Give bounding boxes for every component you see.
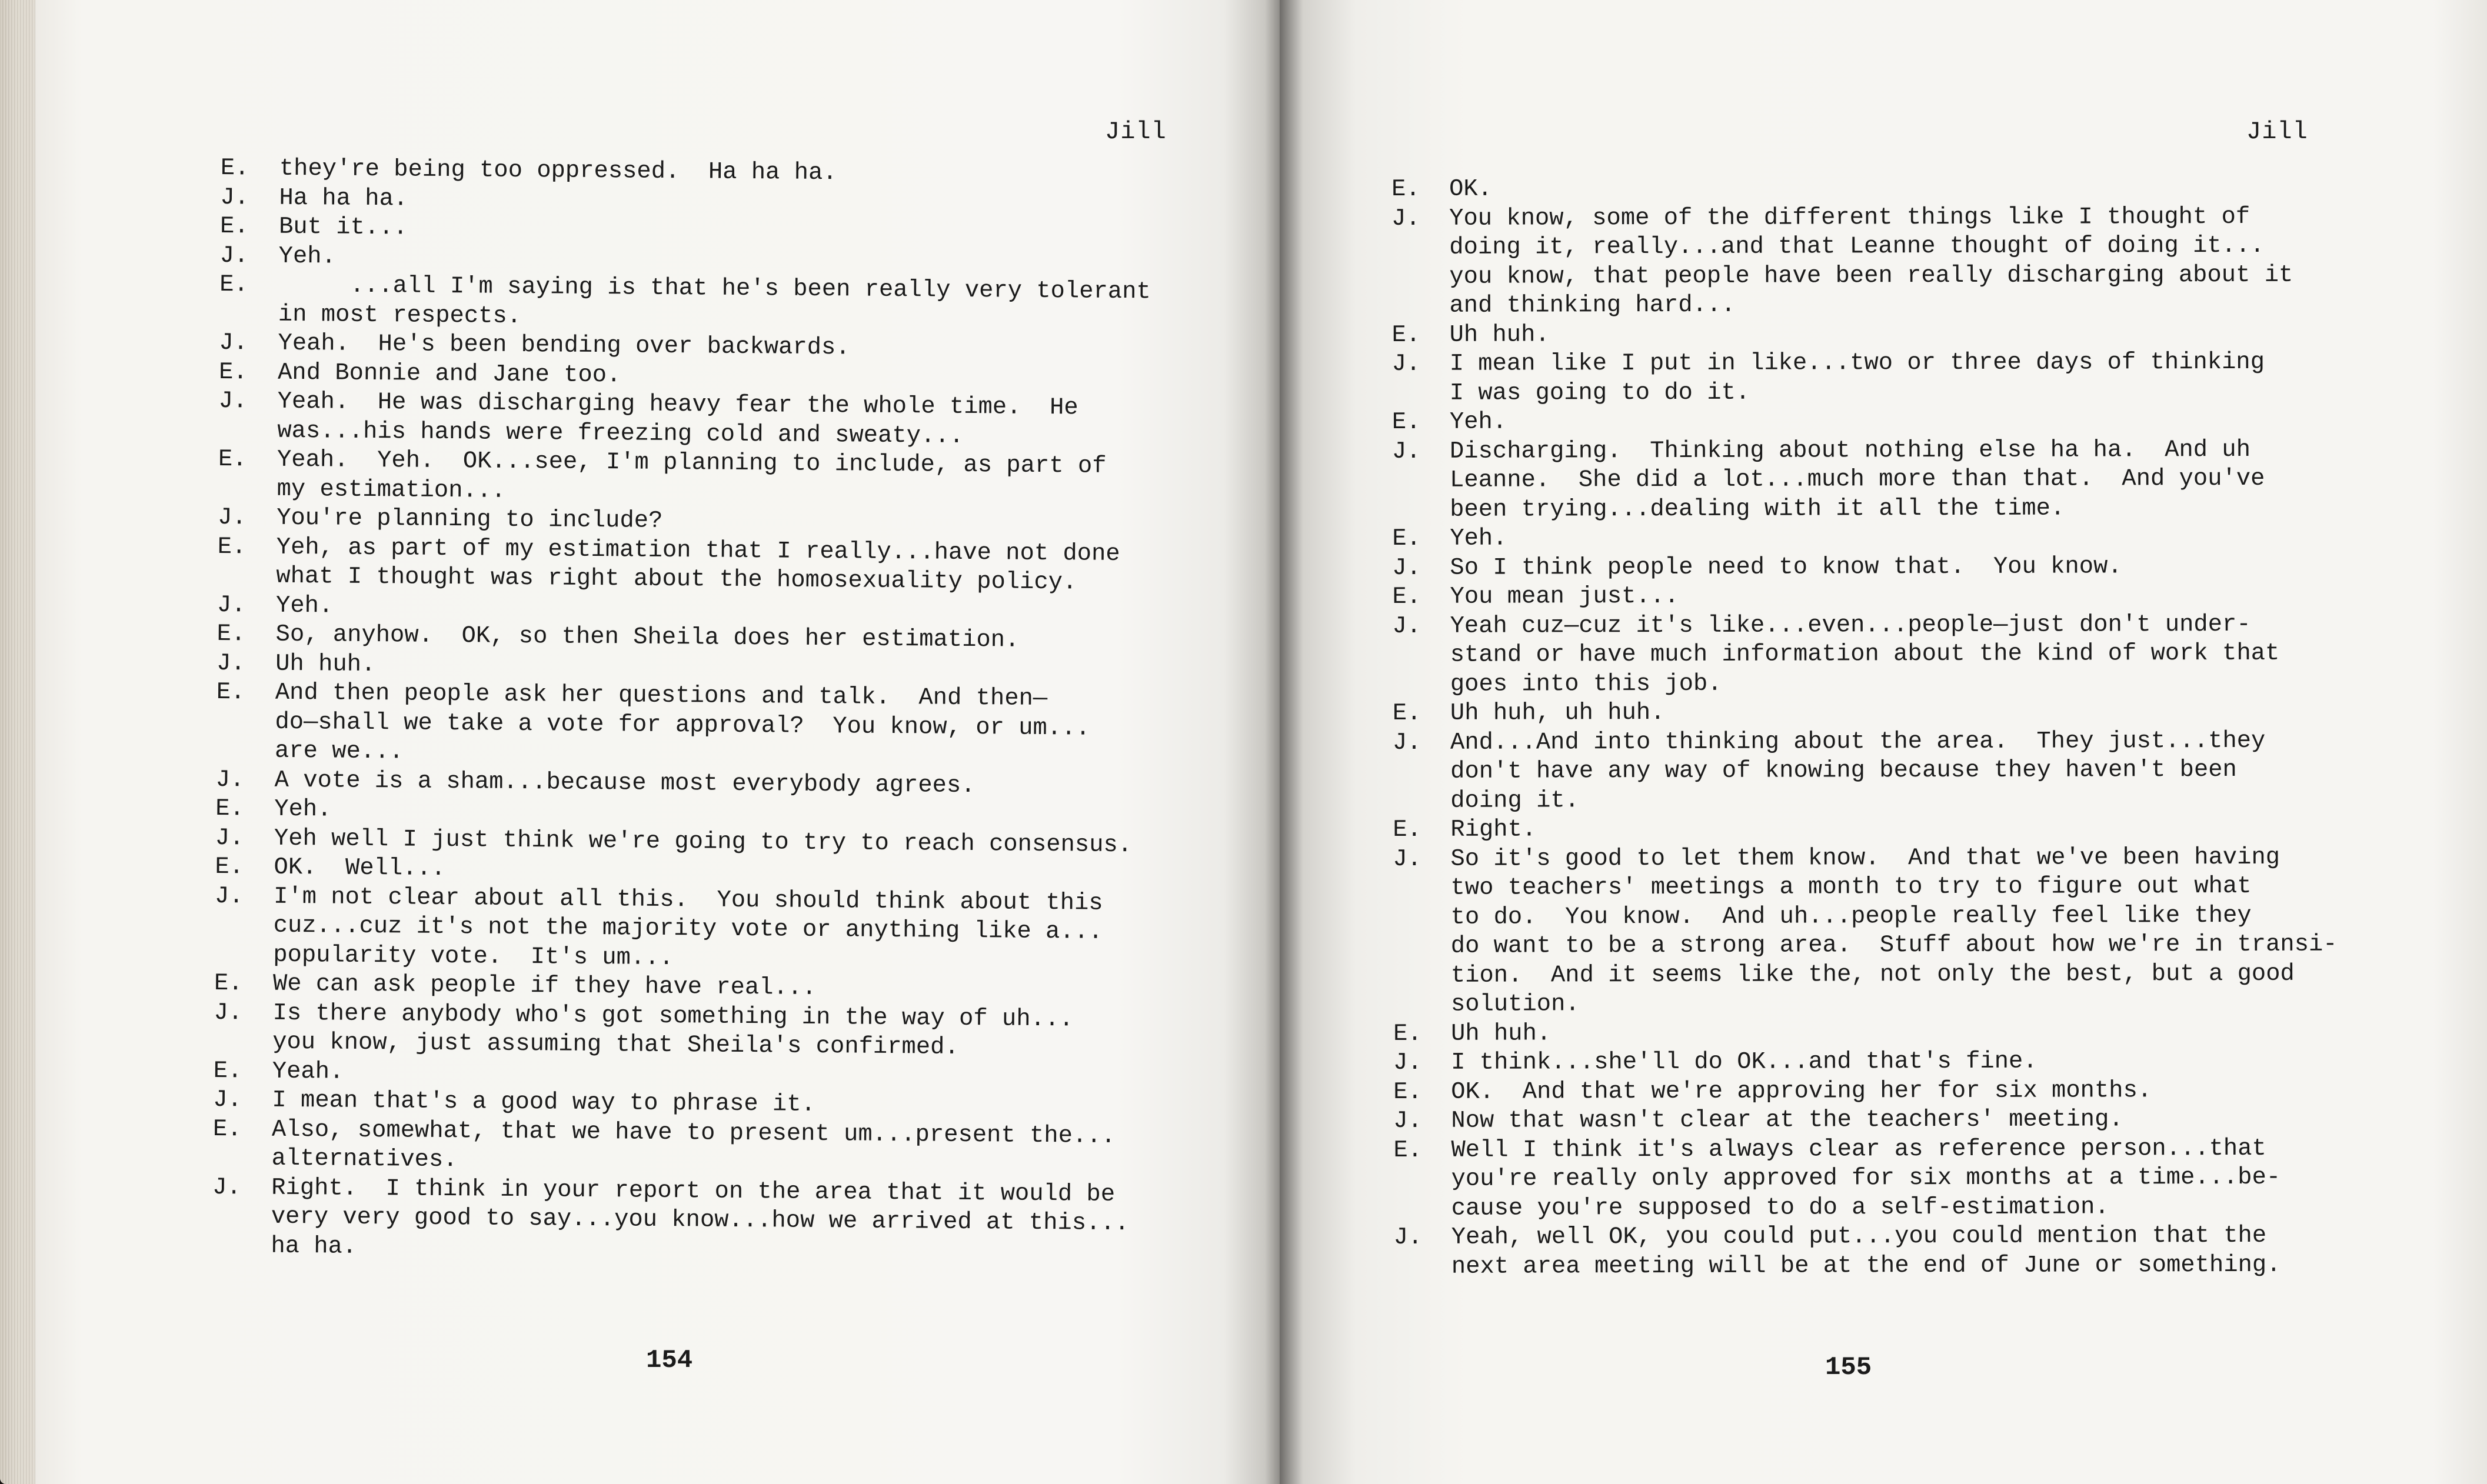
speaker-label: E.: [212, 1115, 242, 1143]
speaker-label: E.: [219, 271, 249, 299]
utterance-line: Yeah. He's been bending over backwards.: [278, 329, 850, 362]
utterance-line: tion. And it seems like the, not only the best, but a good: [1450, 960, 2295, 989]
utterance-line: Right. I think in your report on the area that it would be: [271, 1174, 1116, 1208]
utterance-line: Now that wasn't clear at the teachers' meeting.: [1451, 1106, 2123, 1135]
transcript-turn: [214, 882, 1103, 972]
utterance-line: Discharging. Thinking about nothing else ha ha. And uh: [1449, 436, 2251, 465]
speaker-label: J.: [1393, 845, 1422, 873]
utterance-text: [1450, 408, 1507, 438]
speaker-label: J.: [1393, 1107, 1423, 1135]
transcript-right: [1391, 175, 2338, 1282]
speaker-label: J.: [1391, 438, 1421, 465]
speaker-label: E.: [217, 533, 247, 561]
transcript-left: [212, 154, 1151, 1260]
speaker-label: E.: [215, 853, 244, 881]
utterance-line: was...his hands were freezing cold and sweaty...: [277, 417, 964, 450]
speaker-label: E.: [1393, 1078, 1422, 1106]
utterance-text: [1450, 699, 1665, 728]
speaker-label: J.: [217, 649, 245, 677]
utterance-line: alternatives.: [271, 1145, 458, 1174]
utterance-text: [272, 999, 1074, 1063]
utterance-text: [1450, 582, 1679, 612]
speaker-label: E.: [219, 212, 249, 241]
utterance-text: [1451, 1048, 2037, 1078]
utterance-line: So, anyhow. OK, so then Sheila does her estimation.: [275, 621, 1020, 654]
utterance-text: [1450, 525, 1507, 554]
utterance-line: what I thought was right about the homosexuality policy.: [276, 562, 1077, 596]
utterance-text: [273, 882, 1103, 976]
utterance-text: [276, 591, 334, 621]
utterance-line: Yeah, well OK, you could put...you could mention that the: [1451, 1222, 2267, 1251]
utterance-text: [272, 1086, 815, 1120]
utterance-line: Yeh.: [1449, 408, 1507, 436]
utterance-line: You're planning to include?: [276, 504, 663, 535]
utterance-line: I think...she'll do OK...and that's fine.: [1451, 1048, 2037, 1076]
utterance-line: You know, some of the different things like I thought of: [1449, 203, 2250, 232]
utterance-line: I was going to do it.: [1449, 379, 1750, 407]
speaker-label: E.: [1392, 525, 1421, 552]
utterance-line: So I think people need to know that. You know.: [1450, 552, 2122, 582]
utterance-line: Uh huh.: [1449, 321, 1550, 349]
running-head-right: Jill: [2246, 118, 2308, 146]
utterance-line: Is there anybody who's got something in the way of uh...: [272, 999, 1074, 1033]
utterance-line: do want to be a strong area. Stuff about how we're in transi-: [1450, 931, 2338, 960]
utterance-line: Leanne. She did a lot...much more than that. And you've: [1450, 465, 2265, 494]
utterance-text: [276, 533, 1120, 598]
utterance-line: I mean like I put in like...two or three days of thinking: [1449, 348, 2265, 378]
utterance-text: [279, 184, 408, 214]
utterance-text: [1450, 726, 2266, 815]
utterance-text: [275, 649, 376, 679]
running-head-left: Jill: [1105, 118, 1167, 146]
transcript-turn: [212, 1115, 1116, 1174]
speaker-label: J.: [1392, 612, 1421, 640]
utterance-text: [273, 970, 817, 1003]
utterance-line: Uh huh.: [275, 650, 376, 678]
speaker-label: J.: [1391, 205, 1420, 232]
speaker-label: J.: [1392, 554, 1421, 582]
speaker-label: E.: [1392, 583, 1421, 611]
transcript-turn: [218, 387, 1078, 450]
utterance-text: [278, 271, 1151, 336]
utterance-text: [275, 621, 1019, 655]
utterance-line: We can ask people if they have real...: [272, 970, 817, 1002]
utterance-line: Yeh, as part of my estimation that I really...have not done: [276, 533, 1120, 568]
utterance-text: [1451, 1222, 2281, 1282]
speaker-label: J.: [1393, 1223, 1423, 1251]
speaker-label: J.: [215, 766, 245, 793]
utterance-line: A vote is a sham...because most everybody agrees.: [274, 766, 976, 799]
utterance-line: Uh huh.: [1451, 1019, 1552, 1048]
utterance-text: [1450, 843, 2337, 1019]
utterance-text: [279, 155, 837, 188]
utterance-text: [274, 795, 332, 825]
speaker-label: E.: [1391, 175, 1420, 203]
utterance-line: cuz...cuz it's not the majority vote or anything like a...: [273, 912, 1103, 946]
utterance-line: Yeh.: [1450, 525, 1507, 552]
utterance-line: So it's good to let them know. And that we've been having: [1450, 843, 2280, 873]
speaker-label: E.: [213, 1057, 242, 1085]
utterance-line: they're being too oppressed. Ha ha ha.: [279, 155, 837, 187]
speaker-label: J.: [213, 1086, 242, 1114]
utterance-line: are we...: [274, 737, 404, 766]
utterance-line: goes into this job.: [1450, 670, 1722, 698]
utterance-line: Yeah. Yeh. OK...see, I'm planning to include, as part of: [277, 446, 1107, 480]
speaker-label: E.: [214, 969, 243, 998]
utterance-line: OK.: [1449, 175, 1493, 203]
utterance-line: I'm not clear about all this. You should think about this: [273, 883, 1103, 917]
utterance-line: And then people ask her questions and talk. And then—: [275, 679, 1048, 713]
utterance-line: Yeh.: [274, 795, 332, 823]
utterance-text: [275, 679, 1090, 772]
page-number-right: 155: [1825, 1353, 1872, 1382]
utterance-text: [1450, 552, 2122, 583]
utterance-line: and thinking hard...: [1449, 291, 1736, 319]
utterance-line: Yeh well I just think we're going to try to reach consensus.: [274, 825, 1133, 859]
speaker-label: J.: [217, 591, 246, 619]
utterance-text: [1450, 815, 1536, 845]
speaker-label: E.: [218, 445, 247, 473]
utterance-text: [1451, 1076, 2152, 1107]
utterance-line: two teachers' meetings a month to try to figure out what: [1450, 872, 2252, 902]
speaker-label: E.: [1393, 1020, 1422, 1048]
speaker-label: E.: [218, 358, 248, 386]
utterance-line: next area meeting will be at the end of June or something.: [1451, 1251, 2281, 1280]
speaker-label: J.: [219, 329, 248, 357]
speaker-label: J.: [215, 824, 244, 852]
utterance-line: doing it, really...and that Leanne thought of doing it...: [1449, 232, 2265, 261]
utterance-text: [1450, 321, 1550, 350]
utterance-line: ha ha.: [271, 1232, 357, 1260]
speaker-label: E.: [216, 678, 245, 706]
utterance-line: Yeah. He was discharging heavy fear the whole time. He: [277, 388, 1078, 422]
utterance-line: I mean that's a good way to phrase it.: [272, 1086, 816, 1118]
utterance-text: [271, 1173, 1129, 1268]
transcript-turn: [216, 678, 1090, 766]
utterance-text: [1450, 610, 2280, 699]
transcript-turn: [217, 532, 1120, 596]
utterance-line: been trying...dealing with it all the time.: [1450, 495, 2065, 523]
utterance-line: don't have any way of knowing because they haven't been: [1450, 756, 2237, 785]
utterance-text: [272, 1057, 344, 1086]
utterance-line: to do. You know. And uh...people really feel like they: [1450, 902, 2252, 931]
utterance-line: stand or have much information about the kind of work that: [1450, 639, 2280, 669]
utterance-line: Yeh.: [278, 242, 337, 271]
utterance-text: [277, 388, 1078, 452]
utterance-line: cause you're supposed to do a self-estimation.: [1451, 1193, 2109, 1222]
utterance-text: [278, 242, 336, 271]
utterance-line: in most respects.: [278, 301, 522, 330]
speaker-label: E.: [217, 620, 246, 648]
utterance-text: [1450, 435, 2265, 524]
utterance-line: Yeah.: [272, 1058, 344, 1086]
utterance-text: [271, 1115, 1116, 1180]
speaker-label: J.: [219, 242, 249, 269]
page-edge-stack: [0, 0, 35, 1484]
utterance-line: Ha ha ha.: [279, 184, 408, 213]
utterance-line: doing it.: [1450, 786, 1580, 815]
utterance-line: Also, somewhat, that we have to present um...present the...: [271, 1116, 1116, 1150]
utterance-line: Yeah cuz—cuz it's like...even...people—just don't under-: [1450, 611, 2251, 640]
utterance-text: [277, 504, 663, 536]
utterance-text: [274, 766, 975, 801]
utterance-line: Right.: [1450, 816, 1537, 843]
speaker-label: E.: [1393, 1136, 1423, 1164]
utterance-line: do—shall we take a vote for approval? You know, or um...: [275, 708, 1090, 742]
speaker-label: J.: [214, 882, 244, 910]
utterance-line: popularity vote. It's um...: [273, 941, 674, 972]
utterance-text: [277, 446, 1106, 511]
page-number-left: 154: [646, 1346, 693, 1375]
utterance-line: You mean just...: [1450, 582, 1679, 611]
utterance-text: [278, 358, 621, 390]
speaker-label: E.: [1392, 699, 1421, 727]
utterance-line: But it...: [278, 213, 408, 242]
utterance-line: Yeh.: [275, 592, 334, 620]
utterance-text: [278, 329, 850, 363]
utterance-line: OK. Well...: [274, 853, 446, 883]
utterance-text: [279, 213, 408, 243]
speaker-label: J.: [1391, 350, 1421, 378]
utterance-line: solution.: [1450, 991, 1580, 1018]
speaker-label: J.: [220, 184, 249, 211]
utterance-text: [1449, 202, 2293, 321]
speaker-label: J.: [1392, 729, 1421, 756]
right-page: [1280, 0, 2487, 1484]
utterance-line: And Bonnie and Jane too.: [277, 359, 621, 389]
speaker-label: E.: [220, 154, 249, 182]
speaker-label: J.: [212, 1173, 241, 1201]
utterance-line: you're really only approved for six months at a time...be-: [1451, 1163, 2281, 1193]
utterance-line: OK. And that we're approving her for six months.: [1451, 1076, 2152, 1106]
speaker-label: J.: [218, 387, 248, 415]
utterance-text: [1449, 175, 1492, 205]
speaker-label: E.: [215, 795, 245, 823]
utterance-text: [1451, 1105, 2123, 1136]
utterance-line: Uh huh, uh huh.: [1450, 699, 1665, 727]
speaker-label: J.: [214, 999, 243, 1026]
utterance-line: very very good to say...you know...how we arrived at this...: [271, 1203, 1130, 1238]
utterance-line: my estimation...: [277, 475, 506, 505]
utterance-line: you know, just assuming that Sheila's confirmed.: [272, 1028, 959, 1061]
speaker-label: J.: [217, 503, 247, 532]
speaker-label: J.: [1393, 1049, 1422, 1076]
speaker-label: E.: [1391, 321, 1421, 349]
utterance-line: Well I think it's always clear as reference person...that: [1451, 1135, 2266, 1164]
utterance-line: And...And into thinking about the area. They just...they: [1450, 727, 2266, 756]
transcript-turn: [219, 271, 1151, 330]
speaker-label: E.: [1393, 816, 1421, 843]
utterance-text: [1450, 348, 2265, 408]
utterance-line: ...all I'm saying is that he's been really very tolerant: [278, 271, 1151, 306]
utterance-line: you know, that people have been really discharging about it: [1449, 261, 2293, 291]
utterance-text: [1451, 1134, 2280, 1223]
utterance-text: [1451, 1019, 1551, 1049]
speaker-label: E.: [1391, 408, 1421, 436]
utterance-text: [274, 853, 445, 884]
